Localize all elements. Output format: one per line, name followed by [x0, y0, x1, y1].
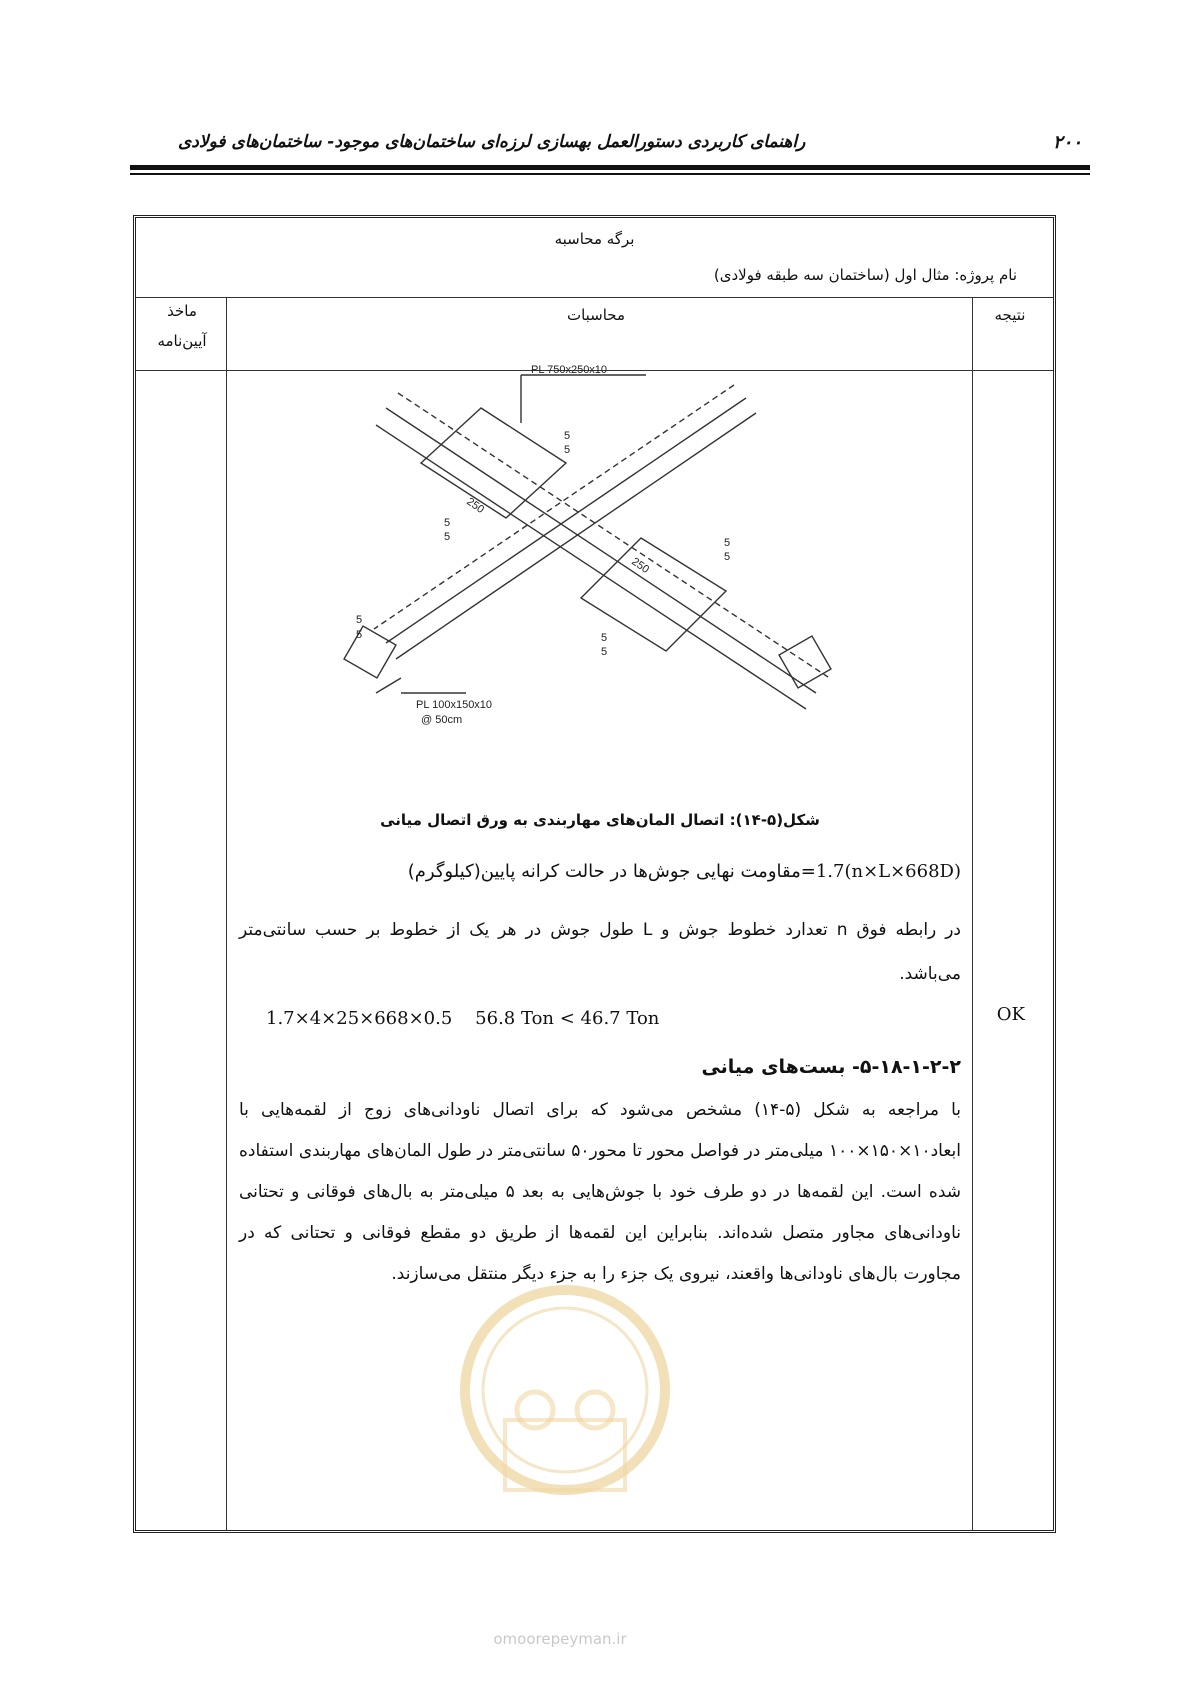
weld-size-label: 5	[601, 632, 608, 644]
sheet-title: برگه محاسبه	[554, 230, 635, 248]
project-name: نام پروژه: مثال اول (ساختمان سه طبقه فولادی)	[713, 266, 1017, 284]
watermark-seal	[455, 1280, 675, 1520]
source-line1: ماخذ	[167, 302, 197, 320]
weld-size-label: 5	[564, 430, 571, 442]
column-header-source	[144, 302, 220, 350]
section-paragraph: با مراجعه به شکل (۵-۱۴) مشخص می‌شود که برای اتصال ناودانی‌های زوج از لقمه‌هایی با ابعاد۱۰×۱۵۰×۱۰۰ میلی‌متر در فواصل محور تا محور۵۰ سانتی‌متر در طول المان‌های مهاربندی استفاده شده است. این لقمه‌ها در دو طرف خود با جوش‌هایی به بعد ۵ میلی‌متر به بال‌های فوقانی و تحتانی ناودانی‌های مجاور متصل شده‌اند. بنابراین این لقمه‌ها از طریق دو مقطع فوقانی و تحتانی که در مجاورت بال‌های ناودانی‌ها واقعند، نیروی یک جزء را به جزء دیگر منتقل می‌سازند.	[239, 1100, 962, 1284]
weld-size-label: 5	[601, 646, 608, 658]
dimension-250-right: 250	[629, 555, 652, 576]
dimension-250-left: 250	[464, 495, 487, 516]
header-rule-thin	[130, 173, 1090, 175]
column-header-result: نتیجه	[994, 306, 1026, 324]
calculation-expression: 1.7×4×25×668×0.5 56.8 Ton < 46.7 Ton	[266, 1008, 660, 1029]
column-divider	[226, 297, 227, 1530]
formula-math: 1.7(n×L×668D)	[815, 861, 961, 882]
weld-size-label: 5	[724, 537, 731, 549]
watermark-site: omoorepeyman.ir	[493, 1630, 627, 1648]
section-heading: ۵-۱۸-۱-۲-۲- بست‌های میانی	[701, 1056, 961, 1078]
page-header	[130, 128, 1090, 164]
result-ok: OK	[996, 1004, 1025, 1025]
weld-size-label: 5	[444, 531, 451, 543]
small-plate-label: PL 100x150x10	[416, 699, 493, 711]
weld-strength-formula	[239, 861, 961, 882]
plate-label: PL 750x250x10	[531, 364, 608, 376]
formula-explanation: در رابطه فوق n تعدارد خطوط جوش و L طول جوش در هر یک از خطوط بر حسب سانتی‌متر می‌باشد.	[239, 920, 961, 984]
page-number: ۲۰۰	[1052, 132, 1082, 153]
column-header-calc: محاسبات	[566, 306, 626, 324]
weld-size-label: 5	[356, 614, 363, 626]
figure-caption: شکل(۵-۱۴): اتصال المان‌های مهاربندی به ورق اتصال میانی	[380, 811, 820, 829]
weld-size-label: 5	[564, 444, 571, 456]
weld-size-label: 5	[444, 517, 451, 529]
weld-size-label: 5	[724, 551, 731, 563]
running-title: راهنمای کاربردی دستورالعمل بهسازی لرزه‌ای ساختمان‌های موجود- ساختمان‌های فولادی	[178, 132, 806, 152]
source-line2: آیین‌نامه	[157, 332, 207, 350]
divider	[136, 297, 1053, 298]
header-rule-thick	[130, 165, 1090, 170]
bracing-connection-figure	[316, 363, 856, 748]
column-divider	[972, 297, 973, 1530]
weld-size-label: 5	[356, 629, 363, 641]
formula-text: =مقاومت نهایی جوش‌ها در حالت کرانه پایین(کیلوگرم)	[407, 861, 816, 882]
spacing-label: @ 50cm	[421, 714, 463, 726]
